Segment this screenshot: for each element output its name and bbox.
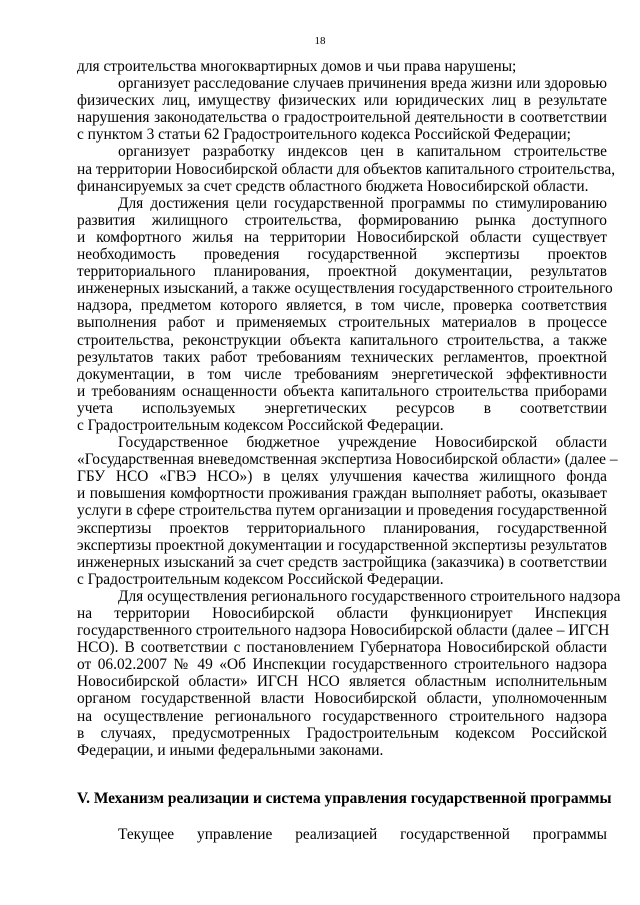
text-line: надзора, предметом которого является, в том числе, проверка соответствия: [77, 297, 607, 315]
page-number: 18: [314, 35, 326, 47]
text-line: экспертизы проектов территориального планирования, государственной: [77, 519, 607, 537]
text-line: необходимость проведения государственной экспертизы проектов: [77, 246, 607, 264]
text-line: в случаях, предусмотренных Градостроительным кодексом Российской: [77, 724, 607, 742]
text-line: органом государственной власти Новосибирской области, уполномоченным: [77, 690, 607, 708]
section-heading: V. Механизм реализации и система управления государственной программы: [77, 790, 612, 807]
text-line: финансируемых за счет средств областного бюджета Новосибирской области.: [77, 177, 589, 195]
text-line: организует разработку индексов цен в капитальном строительстве: [118, 143, 607, 161]
text-line: нарушения законодательства о градостроительной деятельности в соответствии: [77, 109, 607, 127]
text-line: на осуществление регионального государственного строительного надзора: [77, 707, 607, 725]
text-line: Текущее управление реализацией государственной программы: [118, 826, 607, 843]
text-line: и комфортного жилья на территории Новосибирской области существует: [77, 228, 607, 246]
text-line: от 06.02.2007 № 49 «Об Инспекции государственного строительного надзора: [77, 656, 607, 674]
text-line: НСО). В соответствии с постановлением Губернатора Новосибирской области: [77, 639, 607, 657]
text-line: Федерации, и иными федеральными законами.: [77, 741, 384, 759]
text-line: ГБУ НСО «ГВЭ НСО») в целях улучшения качества жилищного фонда: [77, 468, 607, 486]
body-text: [77, 58, 621, 759]
text-line: физических лиц, имуществу физических или юридических лиц в результате: [77, 92, 607, 110]
text-line: учета используемых энергетических ресурсов в соответствии: [77, 399, 607, 417]
text-line: строительства, реконструкции объекта капитального строительства, а также: [77, 331, 607, 349]
text-line: Для достижения цели государственной программы по стимулированию: [118, 194, 607, 212]
text-line: выполнения работ и применяемых строительных материалов в процессе: [77, 314, 607, 332]
text-line: с пунктом 3 статьи 62 Градостроительного кодекса Российской Федерации;: [77, 126, 571, 144]
text-line: с Градостроительным кодексом Российской Федерации.: [77, 570, 444, 588]
text-line: инженерных изысканий за счет средств застройщика (заказчика) в соответствии: [77, 553, 607, 571]
text-line: документации, в том числе требованиям энергетической эффективности: [77, 365, 607, 383]
text-line: «Государственная вневедомственная экспертиза Новосибирской области» (далее –: [77, 451, 618, 469]
text-line: с Градостроительным кодексом Российской Федерации.: [77, 416, 444, 434]
text-line: Для осуществления регионального государственного строительного надзора: [118, 587, 621, 605]
text-line: для строительства многоквартирных домов и чьи права нарушены;: [77, 58, 517, 75]
text-line: на территории Новосибирской области для объектов капитального строительства,: [77, 160, 616, 178]
text-line: результатов таких работ требованиям технических регламентов, проектной: [77, 348, 607, 366]
text-line: государственного строительного надзора Новосибирской области (далее – ИГСН: [77, 622, 610, 640]
text-line: и повышения комфортности проживания граждан выполняет работы, оказывает: [77, 485, 607, 503]
tail-line: [77, 826, 607, 843]
text-line: экспертизы проектной документации и государственной экспертизы результатов: [77, 536, 607, 554]
text-line: развития жилищного строительства, формированию рынка доступного: [77, 211, 607, 229]
text-line: территориального планирования, проектной документации, результатов: [77, 263, 607, 281]
text-line: услуги в сфере строительства путем организации и проведения государственной: [77, 502, 607, 520]
text-line: на территории Новосибирской области функционирует Инспекция: [77, 605, 607, 622]
text-line: организует расследование случаев причинения вреда жизни или здоровью: [118, 75, 607, 93]
text-line: инженерных изысканий, а также осуществления государственного строительного: [77, 280, 613, 298]
text-line: Новосибирской области» ИГСН НСО является областным исполнительным: [77, 673, 607, 691]
text-line: и требованиям оснащенности объекта капитального строительства приборами: [77, 382, 607, 400]
text-line: Государственное бюджетное учреждение Новосибирской области: [118, 434, 607, 452]
